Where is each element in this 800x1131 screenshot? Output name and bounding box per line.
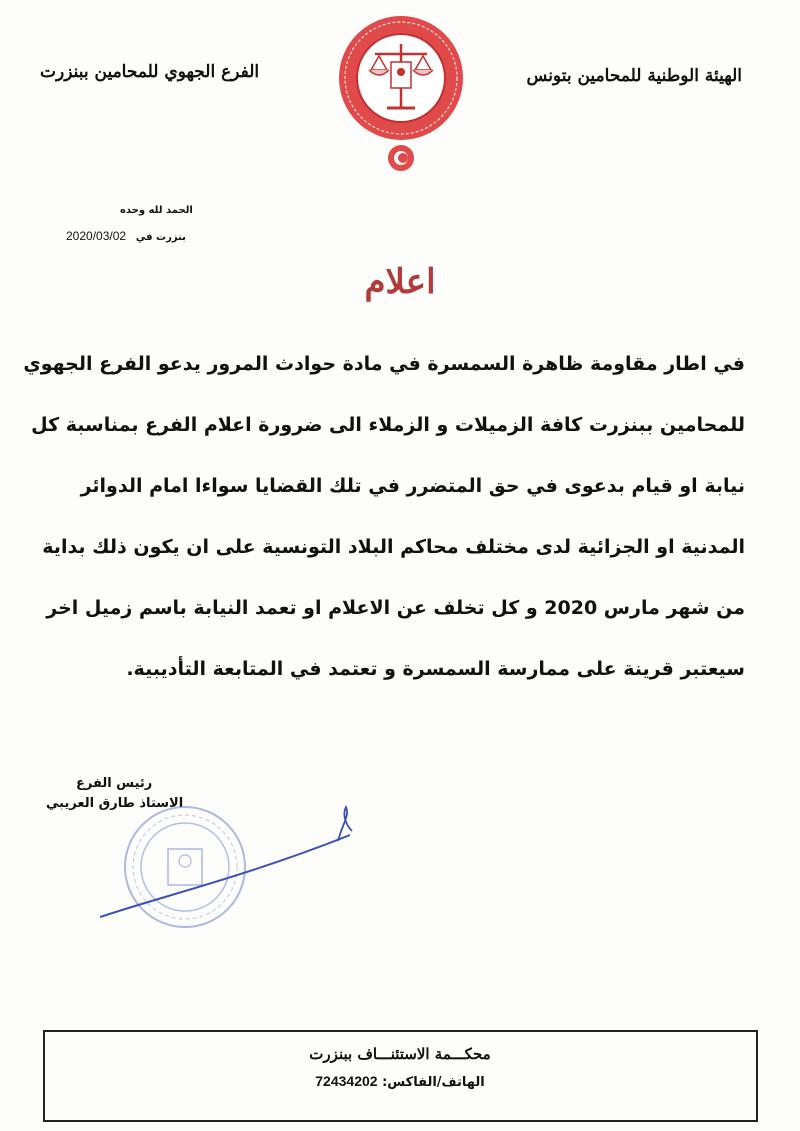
announcement-body [23,334,745,700]
body-line: في اطار مقاومة ظاهرة السمسرة في مادة حوادث المرور يدعو الفرع الجهوي [23,353,745,375]
document-title: اعلام [364,262,436,302]
body-line: سيعتبر قرينة على ممارسة السمسرة و تعتمد في المتابعة التأديبية. [126,658,745,680]
footer-contact [0,1073,800,1090]
branch-name: الفرع الجهوي للمحامين ببنزرت [40,62,260,82]
document-place: بنزرت في [135,232,186,243]
body-line: المدنية او الجزائية لدى مختلف محاكم البلاد التونسية على ان يكون ذلك بداية [42,536,745,558]
phone-label: الهاتف/الفاكس: [382,1075,485,1090]
signatory-name: الاستاذ طارق العريبي [46,796,184,811]
signatory-title: رئيس الفرع [76,776,153,791]
body-line: نيابة او قيام بدعوى في حق المتضرر في تلك القضايا سواءا امام الدوائر [80,475,745,497]
document-date: 2020/03/02 [66,229,127,243]
praise-line: الحمد لله وحده [120,205,193,216]
body-line: من شهر مارس 2020 و كل تخلف عن الاعلام او تعمد النيابة باسم زميل اخر [46,597,745,619]
footer-court-name: محكـــمة الاستئنـــاف ببنزرت [309,1045,491,1063]
phone-number: 72434202 [315,1073,378,1089]
organization-name: الهيئة الوطنية للمحامين بتونس [526,66,742,86]
branch-stamp-icon [100,805,360,935]
bar-association-seal-icon [335,8,467,178]
body-line: للمحامين ببنزرت كافة الزميلات و الزملاء الى ضرورة اعلام الفرع بمناسبة كل [31,414,745,436]
date-line [66,229,186,243]
